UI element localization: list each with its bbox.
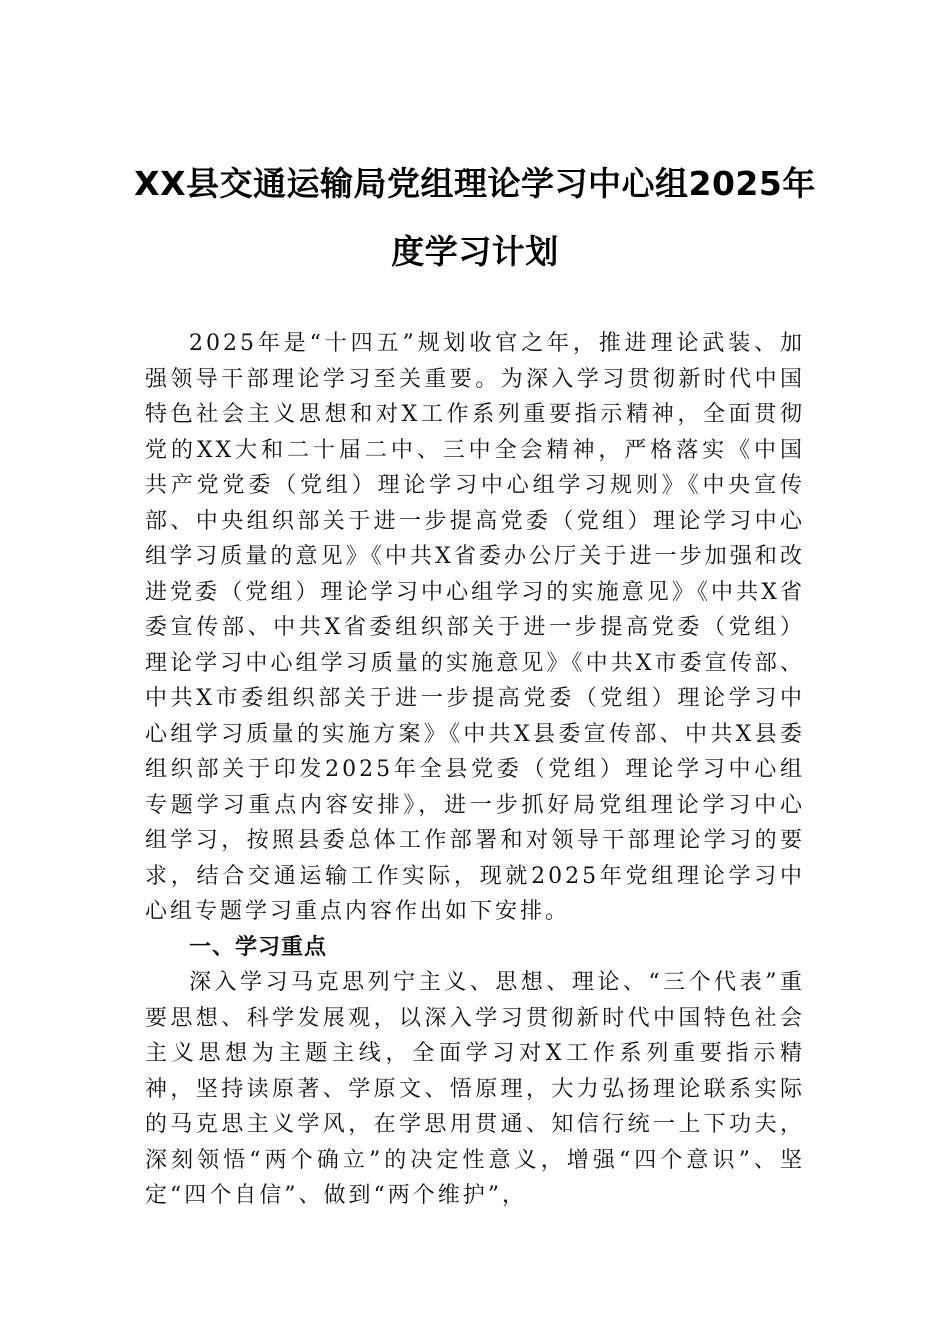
- intro-paragraph: 2025年是“十四五”规划收官之年，推进理论武装、加强领导干部理论学习至关重要。为深入学习贯彻新时代中国特色社会主义思想和对X工作系列重要指示精神，全面贯彻党的XX大和二十届二中、三中全会精神，严格落实《中国共产党党委（党组）理论学习中心组学习规则》《中央宣传部、中央组织部关于进一步提高党委（党组）理论学习中心组学习质量的意见》《中共X省委办公厅关于进一步加强和改进党委（党组）理论学习中心组学习的实施意见》《中共X省委宣传部、中共X省委组织部关于进一步提高党委（党组）理论学习中心组学习质量的实施意见》《中共X市委宣传部、中共X市委组织部关于进一步提高党委（党组）理论学习中心组学习质量的实施方案》《中共X县委宣传部、中共X县委组织部关于印发2025年全县党委（党组）理论学习中心组专题学习重点内容安排》，进一步抓好局党组理论学习中心组学习，按照县委总体工作部署和对领导干部理论学习的要求，结合交通运输工作实际，现就2025年党组理论学习中心组专题学习重点内容作出如下安排。: [145, 331, 805, 924]
- document-title: XX县交通运输局党组理论学习中心组2025年度学习计划: [134, 164, 816, 271]
- section-heading: 一、学习重点: [189, 934, 328, 960]
- section-paragraph: 深入学习马克思列宁主义、思想、理论、“三个代表”重要思想、科学发展观，以深入学习贯彻新时代中国特色社会主义思想为主题主线，全面学习对X工作系列重要指示精神，坚持读原著、学原文、悟原理，大力弘扬理论联系实际的马克思主义学风，在学思用贯通、知信行统一上下功夫，深刻领悟“两个确立”的决定性意义，增强“四个意识”、坚定“四个自信”、做到“两个维护”，: [145, 970, 805, 1208]
- document-body: [145, 326, 805, 1214]
